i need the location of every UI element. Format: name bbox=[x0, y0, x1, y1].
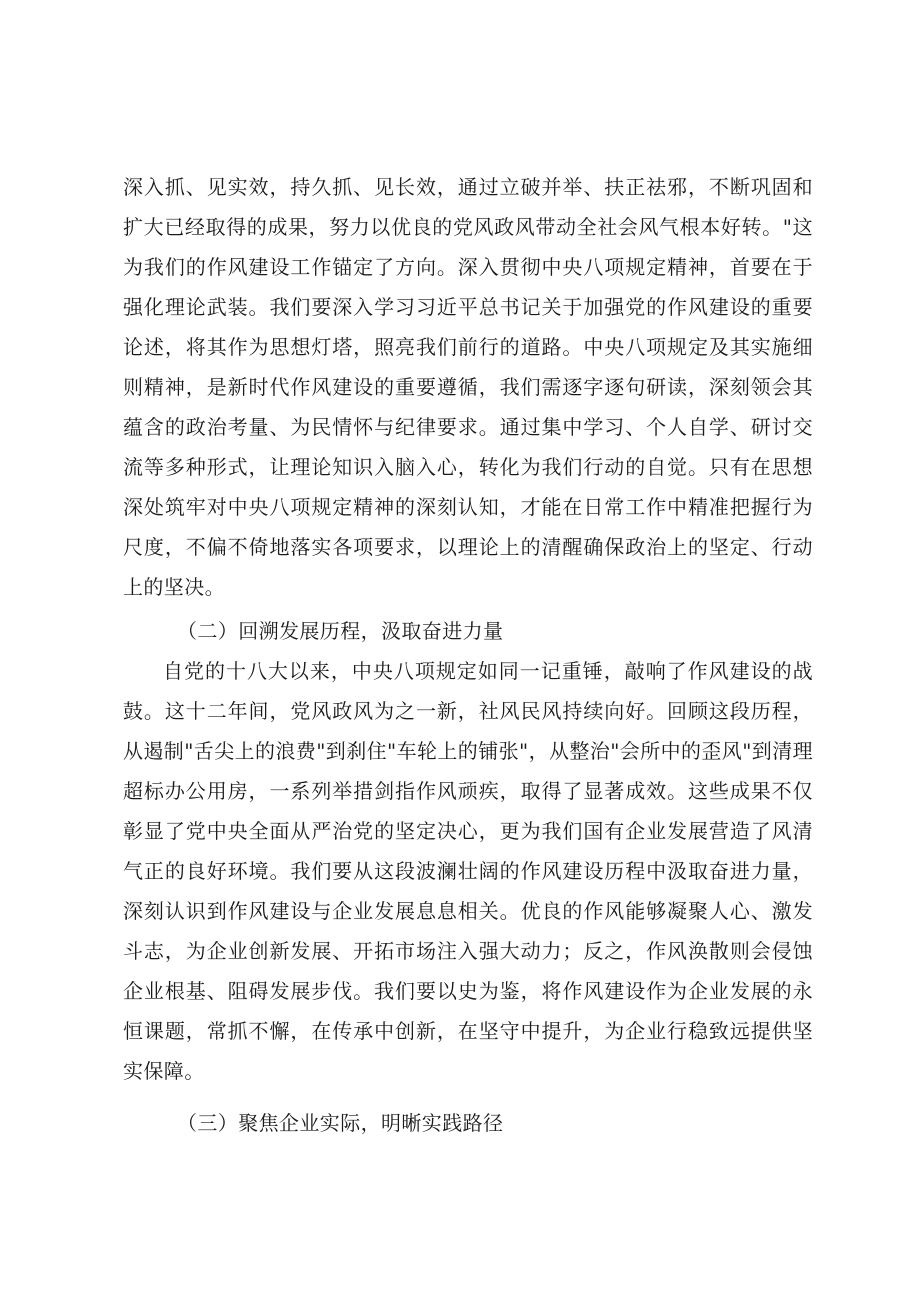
section-heading-3: （三）聚焦企业实际，明晰实践路径 bbox=[177, 1111, 504, 1135]
body-paragraph-1: 深入抓、见实效，持久抓、见长效，通过立破并举、扶正祛邪，不断巩固和扩大已经取得的成果，努力以优良的党风政风带动全社会风气根本好转。"这为我们的作风建设工作锚定了方向。深入贯彻中央八项规定精神，首要在于强化理论武装。我们要深入学习习近平总书记关于加强党的作风建设的重要论述，将其作为思想灯塔，照亮我们前行的道路。中央八项规定及其实施细则精神，是新时代作风建设的重要遵循，我们需逐字逐句研读，深刻领会其蕴含的政治考量、为民情怀与纪律要求。通过集中学习、个人自学、研讨交流等多种形式，让理论知识入脑入心，转化为我们行动的自觉。只有在思想深处筑牢对中央八项规定精神的深刻认知，才能在日常工作中精准把握行为尺度，不偏不倚地落实各项要求，以理论上的清醒确保政治上的坚定、行动上的坚决。 bbox=[123, 175, 813, 599]
body-paragraph-2: 自党的十八大以来，中央八项规定如同一记重锤，敲响了作风建设的战鼓。这十二年间，党风政风为之一新，社风民风持续向好。回顾这段历程，从遏制"舌尖上的浪费"到刹住"车轮上的铺张"，从整治"会所中的歪风"到清理超标办公用房，一系列举措剑指作风顽疾，取得了显著成效。这些成果不仅彰显了党中央全面从严治党的坚定决心，更为我们国有企业发展营造了风清气正的良好环境。我们要从这段波澜壮阔的作风建设历程中汲取奋进力量，深刻认识到作风建设与企业发展息息相关。优良的作风能够凝聚人心、激发斗志，为企业创新发展、开拓市场注入强大动力；反之，作风涣散则会侵蚀企业根基、阻碍发展步伐。我们要以史为鉴，将作风建设作为企业发展的永恒课题，常抓不懈，在传承中创新，在坚守中提升，为企业行稳致远提供坚实保障。 bbox=[123, 659, 813, 1083]
section-heading-2: （二）回溯发展历程，汲取奋进力量 bbox=[177, 619, 504, 643]
document-body bbox=[123, 167, 813, 1143]
spacer bbox=[123, 1091, 813, 1103]
